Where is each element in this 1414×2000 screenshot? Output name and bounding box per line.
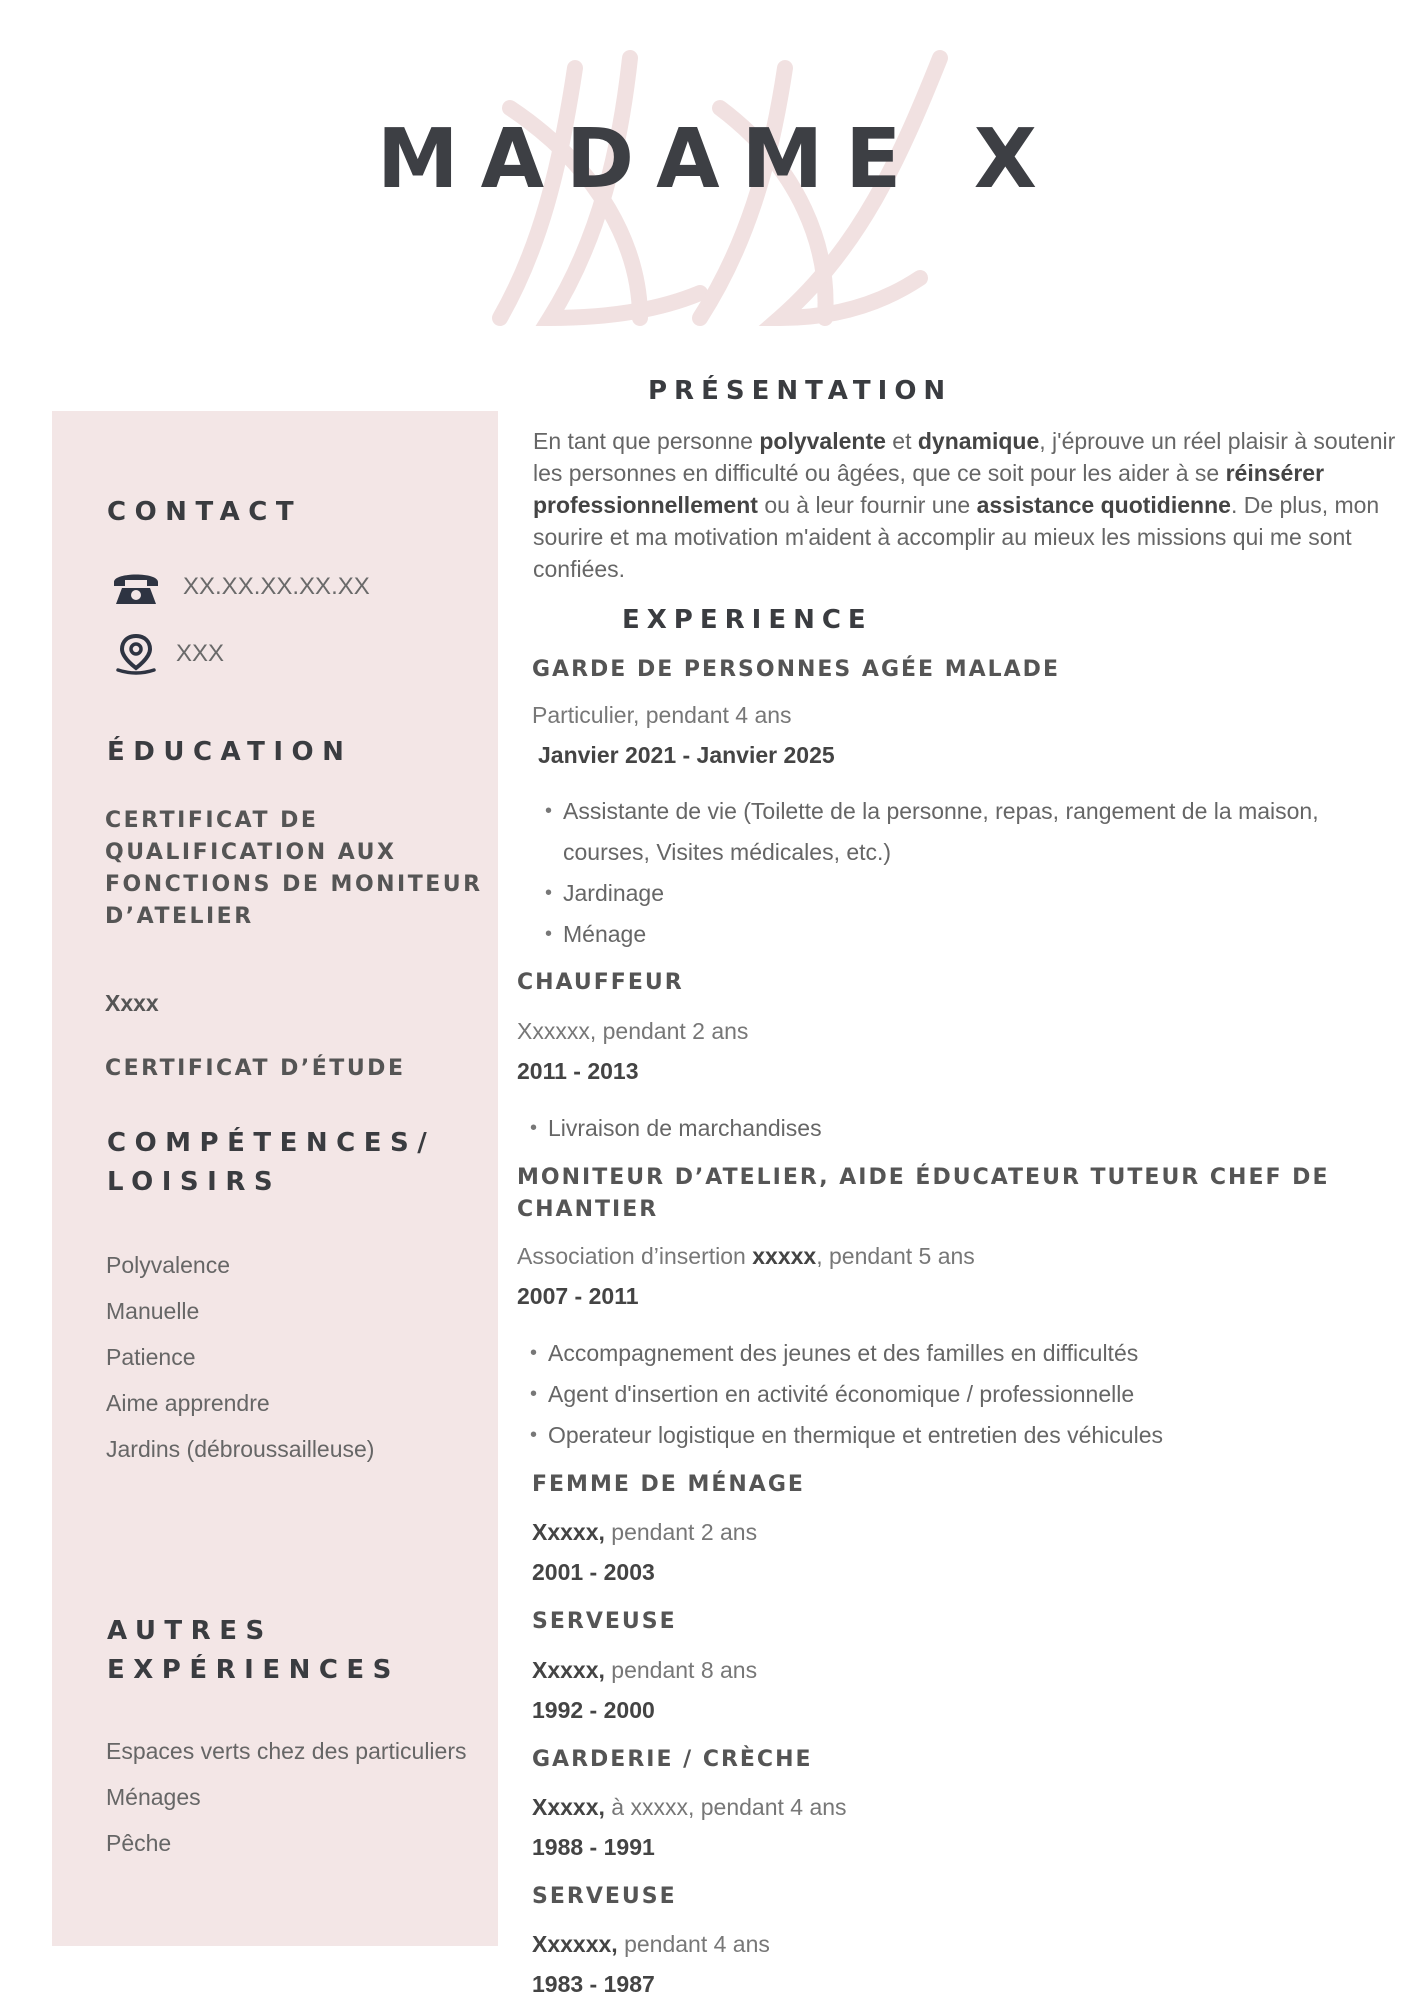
job-dates: 1992 - 2000 — [532, 1697, 655, 1723]
job-tasks — [530, 1333, 1360, 1456]
contact-phone — [110, 568, 370, 606]
list-item: Espaces verts chez des particuliers — [106, 1738, 467, 1764]
list-item: Polyvalence — [106, 1252, 231, 1278]
job-employer: Particulier, pendant 4 ans — [532, 702, 792, 728]
list-item: Pêche — [106, 1830, 172, 1856]
list-item: • Jardinage — [545, 873, 1375, 914]
job-dates: 2007 - 2011 — [517, 1283, 639, 1309]
presentation-text: En tant que personne polyvalente et dynamique, j'éprouve un réel plaisir à soutenir les personnes en difficulté ou âgées, que ce soit pour les aider à se réinsérer professionnellement ou à leur fournir une assistance quotidienne. De plus, mon sourire et ma motivation m'aident à accomplir au mieux les missions qui me sont confiées. — [533, 428, 1396, 582]
job-dates: 1988 - 1991 — [532, 1834, 655, 1860]
other-experiences-heading: AUTRES EXPÉRIENCES — [107, 1616, 400, 1685]
job-dates: 2001 - 2003 — [532, 1559, 655, 1585]
job-employer: Xxxxx, pendant 8 ans — [532, 1657, 758, 1683]
job-employer: Xxxxxx, pendant 4 ans — [532, 1931, 770, 1957]
phone-icon — [110, 568, 162, 606]
list-item: • Accompagnement des jeunes et des familles en difficultés — [530, 1333, 1360, 1374]
education-title: CERTIFICAT D’ÉTUDE — [105, 1056, 406, 1081]
list-item: • Livraison de marchandises — [530, 1108, 1360, 1149]
job-title: GARDE DE PERSONNES AGÉE MALADE — [532, 657, 1060, 682]
location-pin-icon — [110, 632, 162, 676]
list-item: • Agent d'insertion en activité économique / professionnelle — [530, 1374, 1360, 1415]
job-dates: Janvier 2021 - Janvier 2025 — [538, 742, 835, 768]
education-detail: Xxxx — [105, 990, 159, 1016]
job-dates: 2011 - 2013 — [517, 1058, 639, 1084]
list-item: Jardins (débroussailleuse) — [106, 1436, 375, 1462]
job-title: GARDERIE / CRÈCHE — [532, 1747, 813, 1772]
list-item: Aime apprendre — [106, 1390, 270, 1416]
job-title: SERVEUSE — [532, 1609, 677, 1634]
job-employer: Xxxxx, à xxxxx, pendant 4 ans — [532, 1794, 847, 1820]
list-item: Manuelle — [106, 1298, 200, 1324]
education-title: CERTIFICAT DE QUALIFICATION AUX FONCTIONS DE MONITEUR D’ATELIER — [105, 808, 483, 929]
presentation-heading: PRÉSENTATION — [648, 376, 953, 406]
list-item: Ménages — [106, 1784, 201, 1810]
contact-address — [110, 632, 224, 676]
candidate-name: MADAME X — [377, 112, 1059, 207]
skills-heading: COMPÉTENCES/ LOISIRS — [107, 1128, 436, 1197]
other-experiences-list — [106, 1728, 467, 1866]
list-item: • Ménage — [545, 914, 1375, 955]
job-employer: Xxxxxx, pendant 2 ans — [517, 1018, 749, 1044]
job-title: SERVEUSE — [532, 1884, 677, 1909]
job-tasks — [530, 1108, 1360, 1149]
address-text: XXX — [176, 640, 225, 667]
contact-heading: CONTACT — [107, 497, 303, 527]
job-employer: Xxxxx, pendant 2 ans — [532, 1519, 758, 1545]
skills-list — [106, 1242, 374, 1472]
list-item: Patience — [106, 1344, 196, 1370]
job-title: FEMME DE MÉNAGE — [532, 1472, 805, 1497]
job-tasks — [545, 791, 1375, 955]
job-title: MONITEUR D’ATELIER, AIDE ÉDUCATEUR TUTEUR CHEF DE CHANTIER — [517, 1165, 1330, 1222]
list-item: • Assistante de vie (Toilette de la personne, repas, rangement de la maison, courses, Visites médicales, etc.) — [545, 791, 1375, 873]
job-title: CHAUFFEUR — [517, 970, 684, 995]
job-employer: Association d’insertion xxxxx, pendant 5 ans — [517, 1243, 975, 1269]
phone-number: XX.XX.XX.XX.XX — [183, 573, 370, 600]
list-item: • Operateur logistique en thermique et entretien des véhicules — [530, 1415, 1360, 1456]
job-dates: 1983 - 1987 — [532, 1971, 655, 1997]
experience-heading: EXPERIENCE — [622, 605, 873, 635]
education-heading: ÉDUCATION — [107, 737, 353, 767]
